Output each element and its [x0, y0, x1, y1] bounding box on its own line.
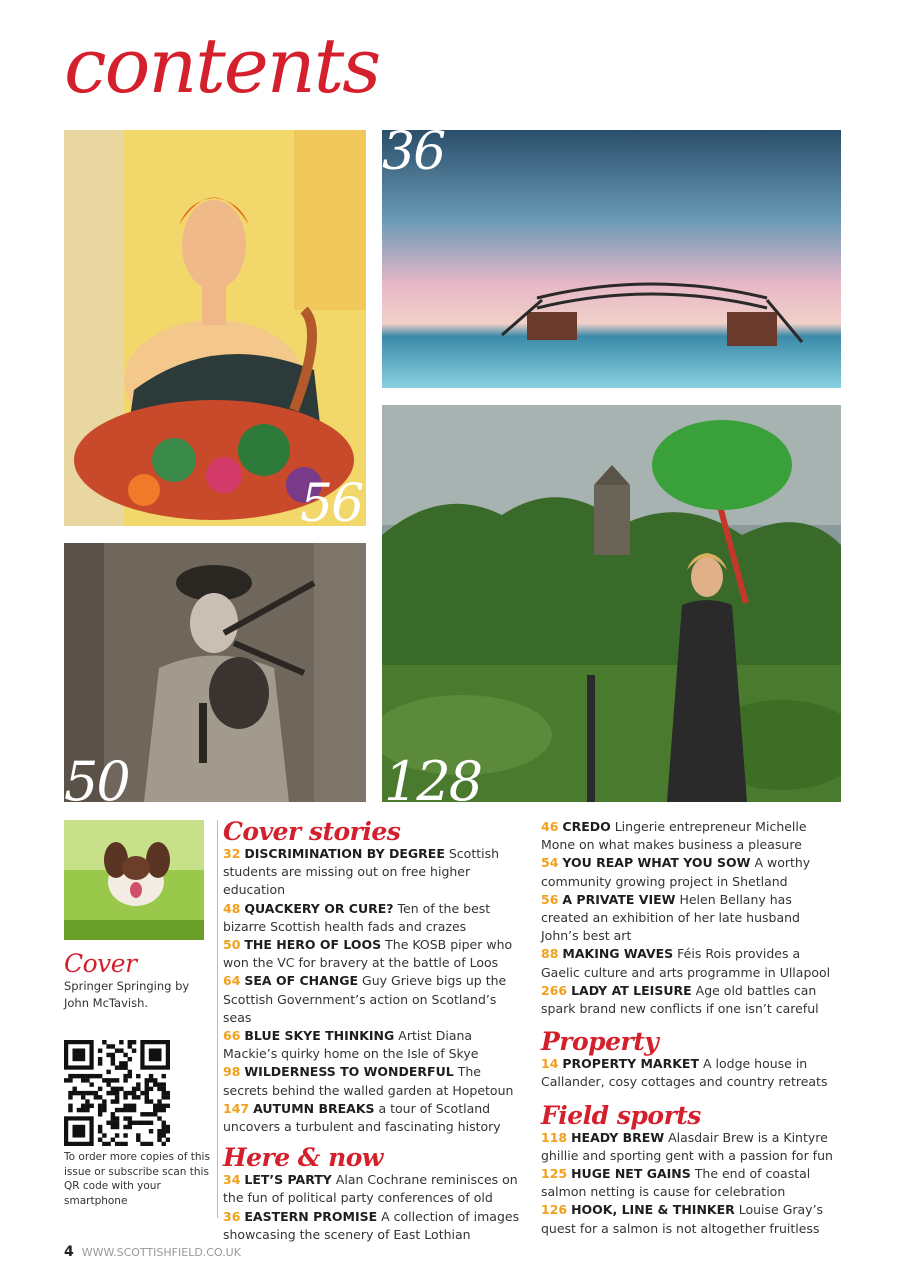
contents-entry[interactable]	[541, 1165, 841, 1201]
rhubarb-photo	[382, 405, 841, 802]
entry-page-number: 56	[541, 891, 559, 907]
entry-headline: SEA OF CHANGE	[244, 973, 359, 989]
entry-description: A collection of images showcasing the scenery of East Lothian	[223, 1208, 520, 1242]
rhubarb-page-number: 128	[384, 750, 482, 813]
entry-description: Alan Cochrane reminisces on the fun of political party conferences of old	[223, 1172, 518, 1206]
contents-entry[interactable]	[541, 945, 841, 981]
entry-headline: DISCRIMINATION BY DEGREE	[244, 846, 445, 861]
entry-headline: MAKING WAVES	[562, 946, 674, 962]
page-footer	[64, 1244, 241, 1260]
entry-headline: HUGE NET GAINS	[571, 1166, 691, 1182]
entry-headline: HEADY BREW	[571, 1129, 665, 1145]
contents-entry[interactable]	[541, 982, 841, 1018]
entry-headline: HOOK, LINE & THINKER	[571, 1202, 735, 1218]
entry-page-number: 88	[541, 946, 559, 962]
contents-entry[interactable]	[541, 854, 841, 890]
entry-page-number: 14	[541, 1056, 559, 1072]
entry-description: Age old battles can spark brand new conflicts if one isn’t careful	[541, 982, 819, 1017]
section-heading-property: Property	[541, 1027, 659, 1057]
entry-page-number: 32	[223, 846, 241, 861]
contents-entry[interactable]	[541, 1201, 841, 1237]
website-link[interactable]: WWW.SCOTTISHFIELD.CO.UK	[81, 1246, 241, 1259]
entry-headline: WILDERNESS TO WONDERFUL	[244, 1064, 454, 1080]
column-divider	[217, 820, 218, 1218]
contents-entry[interactable]	[541, 1129, 841, 1165]
entry-page-number: 98	[223, 1064, 241, 1080]
contents-entry[interactable]	[223, 1100, 523, 1136]
cover-caption: Springer Springing by John McTavish.	[64, 979, 190, 1010]
entry-page-number: 34	[223, 1172, 241, 1188]
page-number: 4	[64, 1244, 74, 1260]
piper-page-number: 50	[64, 750, 129, 813]
entry-headline: A PRIVATE VIEW	[562, 891, 676, 907]
entry-headline: LADY AT LEISURE	[571, 982, 692, 998]
entry-description: Guy Grieve bigs up the Scottish Government’s action on Scotland’s seas	[223, 973, 507, 1025]
entry-headline: LET’S PARTY	[244, 1172, 332, 1188]
section-heading-cover-stories: Cover stories	[223, 817, 401, 846]
entry-page-number: 46	[541, 819, 559, 834]
entry-headline: PROPERTY MARKET	[562, 1056, 699, 1072]
contents-entry[interactable]	[223, 845, 523, 900]
entry-page-number: 266	[541, 982, 568, 998]
entry-page-number: 48	[223, 900, 241, 916]
contents-entry[interactable]	[541, 818, 841, 854]
entry-description: Scottish students are missing out on free higher education	[223, 846, 500, 898]
section-heading-here-now: Here & now	[223, 1143, 383, 1173]
entry-description: Artist Diana Mackie’s quirky home on the Isle of Skye	[223, 1028, 479, 1062]
contents-entry[interactable]	[223, 972, 523, 1027]
contents-entry[interactable]	[223, 1063, 523, 1099]
painting-photo	[64, 130, 366, 526]
contents-entry[interactable]	[223, 1027, 523, 1063]
cover-dog-photo	[64, 820, 204, 940]
entry-headline: THE HERO OF LOOS	[244, 937, 382, 953]
entry-description: Helen Bellany has created an exhibition of her late husband John’s best art	[541, 891, 800, 944]
entry-headline: QUACKERY OR CURE?	[244, 900, 394, 916]
entry-headline: YOU REAP WHAT YOU SOW	[562, 855, 751, 871]
entry-headline: CREDO	[562, 819, 611, 834]
section-heading-field-sports: Field sports	[541, 1100, 701, 1130]
bridge-page-number: 36	[382, 122, 445, 182]
contents-entry[interactable]	[541, 891, 841, 946]
painting-page-number: 56	[300, 474, 363, 534]
entry-headline: BLUE SKYE THINKING	[244, 1028, 395, 1044]
contents-entry[interactable]	[223, 1208, 523, 1244]
entry-page-number: 36	[223, 1208, 241, 1224]
entry-description: Lingerie entrepreneur Michelle Mone on what makes business a pleasure	[541, 819, 807, 853]
qr-caption: To order more copies of this issue or subscribe scan this QR code with your smartphone	[64, 1151, 210, 1207]
entry-headline: AUTUMN BREAKS	[253, 1100, 375, 1116]
entry-description: The KOSB piper who won the VC for bravery at the battle of Loos	[223, 937, 513, 971]
entry-description: Alasdair Brew is a Kintyre ghillie and sporting gent with a passion for fun	[541, 1129, 833, 1163]
entry-description: A lodge house in Callander, cosy cottages and country retreats	[541, 1056, 828, 1090]
entry-description: Ten of the best bizarre Scottish health fads and crazes	[223, 900, 491, 934]
entry-description: The end of coastal salmon netting is cause for celebration	[541, 1166, 811, 1200]
page-title: contents	[64, 21, 380, 110]
cover-heading: Cover	[64, 949, 137, 978]
contents-entry[interactable]	[541, 1055, 841, 1091]
entry-page-number: 125	[541, 1166, 568, 1182]
entry-headline: EASTERN PROMISE	[244, 1208, 378, 1224]
contents-column-right	[541, 818, 841, 1238]
entry-page-number: 126	[541, 1202, 568, 1218]
qr-code-icon	[64, 1040, 170, 1146]
entry-description: Féis Rois provides a Gaelic culture and arts programme in Ullapool	[541, 946, 831, 980]
entry-description: a tour of Scotland uncovers a turbulent and fascinating history	[223, 1100, 501, 1135]
entry-description: Louise Gray’s quest for a salmon is not altogether fruitless	[541, 1202, 824, 1236]
entry-page-number: 147	[223, 1100, 250, 1116]
contents-entry[interactable]	[223, 1171, 523, 1207]
entry-page-number: 118	[541, 1129, 568, 1145]
entry-description: A worthy community growing project in Shetland	[541, 855, 811, 889]
contents-entry[interactable]	[223, 900, 523, 936]
entry-page-number: 66	[223, 1028, 241, 1044]
qr-code[interactable]	[64, 1040, 170, 1146]
contents-entry[interactable]	[223, 936, 523, 972]
contents-column-middle	[223, 818, 523, 1244]
bridge-photo	[382, 130, 841, 388]
entry-description: The secrets behind the walled garden at Hopetoun	[223, 1064, 514, 1098]
entry-page-number: 50	[223, 937, 241, 953]
entry-page-number: 54	[541, 855, 559, 871]
entry-page-number: 64	[223, 973, 241, 989]
